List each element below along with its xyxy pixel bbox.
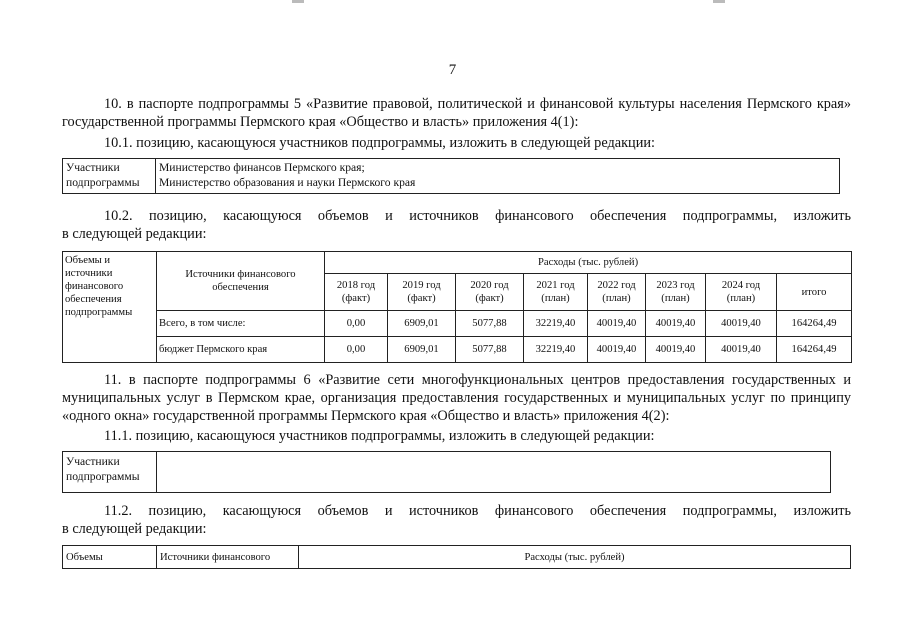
table-cell: 40019,40 bbox=[706, 337, 777, 363]
participants-label: Участники подпрограммы bbox=[63, 452, 157, 493]
table-cell: 40019,40 bbox=[588, 311, 646, 337]
participants-table-2 bbox=[62, 451, 831, 493]
funding-table bbox=[62, 251, 852, 363]
paragraph-11-1: 11.1. позицию, касающуюся участников подпрограммы, изложить в следующей редакции: bbox=[104, 428, 655, 444]
paragraph-11: 11. в паспорте подпрограммы 6 «Развитие сети многофункциональных центров предоставления государственных и муниципальных услуг в Пермском крае, организация предоставления государственных и муниципальных услуг по принципу «одного окна» государственной программы Пермского края «Общество и власть» приложения 4(2): bbox=[62, 372, 851, 424]
participants-table-1 bbox=[62, 158, 840, 194]
table-cell: 32219,40 bbox=[524, 311, 588, 337]
year-header: 2019 год (факт) bbox=[388, 274, 456, 311]
table-cell: 0,00 bbox=[325, 311, 388, 337]
funding-label: Объемы bbox=[63, 546, 157, 569]
participants-label: Участники подпрограммы bbox=[63, 159, 156, 194]
table-cell: 5077,88 bbox=[456, 337, 524, 363]
table-cell: 40019,40 bbox=[588, 337, 646, 363]
participants-value bbox=[157, 452, 831, 493]
year-header: 2018 год (факт) bbox=[325, 274, 388, 311]
table-cell: 6909,01 bbox=[388, 311, 456, 337]
paragraph-10-2: 10.2. позицию, касающуюся объемов и источников финансового обеспечения подпрограммы, изложить bbox=[104, 208, 851, 224]
year-header: 2020 год (факт) bbox=[456, 274, 524, 311]
participants-value: Министерство финансов Пермского края; Министерство образования и науки Пермского края bbox=[156, 159, 840, 194]
scan-mark-left bbox=[292, 0, 304, 3]
table-cell: 164264,49 bbox=[777, 311, 852, 337]
funding-table-2 bbox=[62, 545, 851, 569]
paragraph-10-1: 10.1. позицию, касающуюся участников подпрограммы, изложить в следующей редакции: bbox=[104, 135, 655, 151]
paragraph-10: 10. в паспорте подпрограммы 5 «Развитие правовой, политической и финансовой культуры населения Пермского края» государственной программы Пермского края «Общество и власть» приложения 4(1): bbox=[62, 96, 851, 130]
total-header: итого bbox=[777, 274, 852, 311]
paragraph-10-2-cont: в следующей редакции: bbox=[62, 226, 207, 242]
table-cell: 0,00 bbox=[325, 337, 388, 363]
table-cell: 40019,40 bbox=[646, 311, 706, 337]
page-number: 7 bbox=[448, 62, 457, 78]
sources-header: Источники финансового bbox=[157, 546, 299, 569]
table-cell: 40019,40 bbox=[646, 337, 706, 363]
paragraph-11-2: 11.2. позицию, касающуюся объемов и источников финансового обеспечения подпрограммы, изложить bbox=[104, 503, 851, 519]
scan-mark-right bbox=[713, 0, 725, 3]
sources-header: Источники финансового обеспечения bbox=[157, 252, 325, 311]
row-label: Всего, в том числе: bbox=[157, 311, 325, 337]
year-header: 2024 год (план) bbox=[706, 274, 777, 311]
funding-label: Объемы и источники финансового обеспечения подпрограммы bbox=[63, 252, 157, 363]
table-cell: 164264,49 bbox=[777, 337, 852, 363]
paragraph-11-2-cont: в следующей редакции: bbox=[62, 521, 207, 537]
year-header: 2023 год (план) bbox=[646, 274, 706, 311]
table-cell: 6909,01 bbox=[388, 337, 456, 363]
expenses-header: Расходы (тыс. рублей) bbox=[325, 252, 852, 274]
table-cell: 40019,40 bbox=[706, 311, 777, 337]
expenses-header: Расходы (тыс. рублей) bbox=[299, 546, 851, 569]
year-header: 2022 год (план) bbox=[588, 274, 646, 311]
table-cell: 32219,40 bbox=[524, 337, 588, 363]
row-label: бюджет Пермского края bbox=[157, 337, 325, 363]
year-header: 2021 год (план) bbox=[524, 274, 588, 311]
table-cell: 5077,88 bbox=[456, 311, 524, 337]
